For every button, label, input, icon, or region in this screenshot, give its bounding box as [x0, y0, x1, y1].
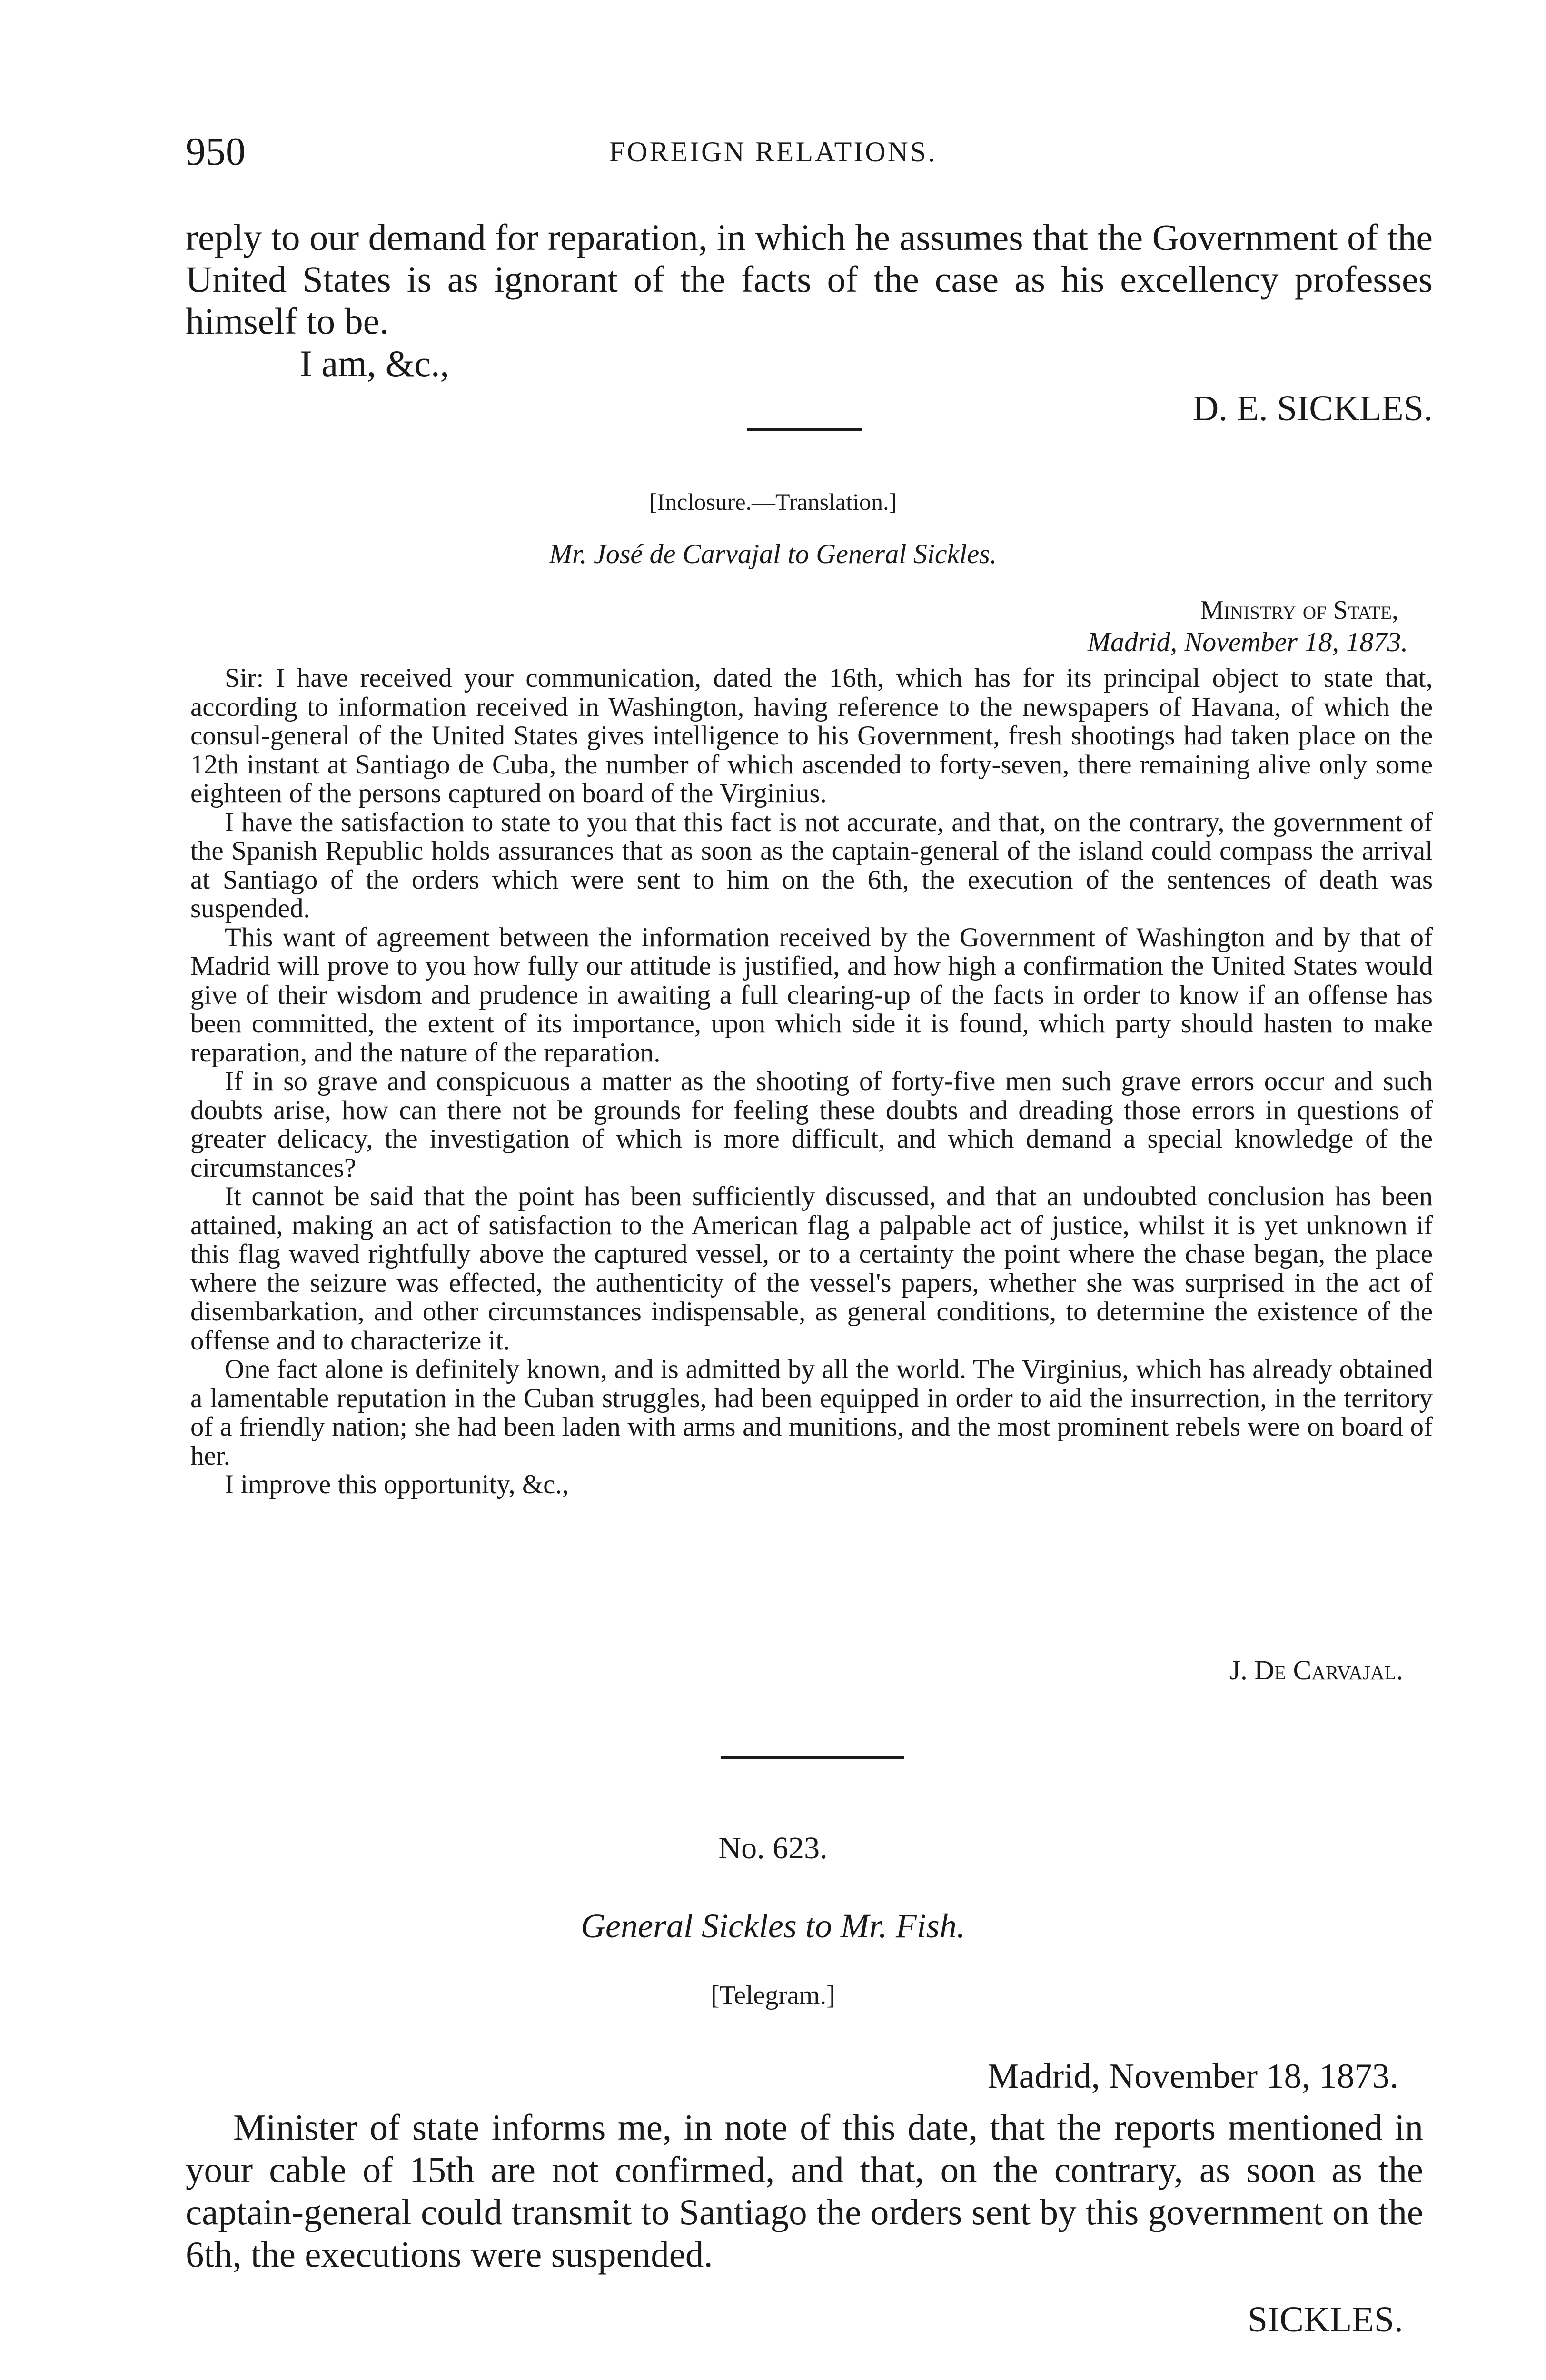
- inclosure-place: Ministry of State,: [1200, 595, 1398, 625]
- inclosure-body: [190, 664, 1433, 1499]
- section-divider: [747, 428, 862, 431]
- inclosure-paragraph: I improve this opportunity, &c.,: [225, 1469, 569, 1499]
- running-title: FOREIGN RELATIONS.: [609, 136, 937, 168]
- letter-end-signature: D. E. SICKLES.: [1192, 388, 1433, 428]
- inclosure-paragraph: I have the satisfaction to state to you that this fact is not accurate, and that, on the contrary, the government of the Spanish Republic holds assurances that as soon as the captain-general of the island could compass the arrival at Santiago of the orders which were sent to him on the 6th, the execution of the sentences of death was suspended.: [190, 807, 1433, 923]
- document-type: [Telegram.]: [711, 1981, 835, 2010]
- inclosure-paragraph: If in so grave and conspicuous a matter as the shooting of forty-five men such grave errors occur and such doubts arise, how can there not be grounds for feeling these doubts and dreading those errors in questions of greater delicacy, the investigation of which is more difficult, and which demand a special knowledge of the circumstances?: [190, 1066, 1433, 1183]
- letter-end-closing-row: [186, 343, 1433, 385]
- inclosure-paragraph: It cannot be said that the point has been sufficiently discussed, and that an undoubted conclusion has been attained, making an act of satisfaction to the American flag a palpable act of justice, whilst it is yet unknown if this flag waved rightfully above the captured vessel, or to a certainty the point where the chase began, the place where the seizure was effected, the authenticity of the vessel's papers, whether she was surprised in the act of disembarkation, and other circumstances indispensable, as general conditions, to determine the existence of the offense and to characterize it.: [190, 1181, 1433, 1356]
- page-number: 950: [186, 129, 246, 174]
- inclosure-date: Madrid, November 18, 1873.: [1087, 626, 1408, 657]
- letter-end-paragraph: reply to our demand for reparation, in which he assumes that the Government of the United States is as ignorant of the facts of the case as his excellency professes himself to be.: [186, 217, 1433, 342]
- document-number: No. 623.: [718, 1831, 828, 1865]
- letter-end-closing: I am, &c.,: [300, 343, 450, 384]
- inclosure-signature: J. De Carvajal.: [1229, 1655, 1403, 1686]
- inclosure-paragraph: One fact alone is definitely known, and is admitted by all the world. The Virginius, which has already obtained a lamentable reputation in the Cuban struggles, had been equipped in order to aid the insurrection, in the territory of a friendly nation; she had been laden with arms and munitions, and the most prominent rebels were on board of her.: [190, 1354, 1433, 1471]
- inclosure-paragraph: Sir: I have received your communication, dated the 16th, which has for its principal object to state that, according to information received in Washington, having reference to the newspapers of Havana, of which the consul-general of the United States gives intelligence to his Government, fresh shootings had taken place on the 12th instant at Santiago de Cuba, the number of which ascended to forty-seven, there remaining alive only some eighteen of the persons captured on board of the Virginius.: [190, 663, 1433, 808]
- section-divider: [721, 1756, 904, 1759]
- inclosure-title: Mr. José de Carvajal to General Sickles.: [549, 538, 997, 569]
- document-title: General Sickles to Mr. Fish.: [581, 1907, 965, 1945]
- inclosure-paragraph: This want of agreement between the information received by the Government of Washington and by that of Madrid will prove to you how fully our attitude is justified, and how high a confirmation the United States would give of their wisdom and prudence in awaiting a full clearing-up of the facts in order to know if an offense has been committed, the extent of its importance, upon which side it is found, which party should hasten to make reparation, and the nature of the reparation.: [190, 922, 1433, 1068]
- inclosure-label: [Inclosure.—Translation.]: [649, 488, 897, 515]
- telegram-signature: SICKLES.: [1247, 2300, 1403, 2340]
- telegram-body: Minister of state informs me, in note of this date, that the reports mentioned in your cable of 15th are not confirmed, and that, on the contrary, as soon as the captain-general could transmit to Santiago the orders sent by this government on the 6th, the executions were suspended.: [186, 2107, 1423, 2275]
- telegram-place-date: Madrid, November 18, 1873.: [987, 2057, 1398, 2096]
